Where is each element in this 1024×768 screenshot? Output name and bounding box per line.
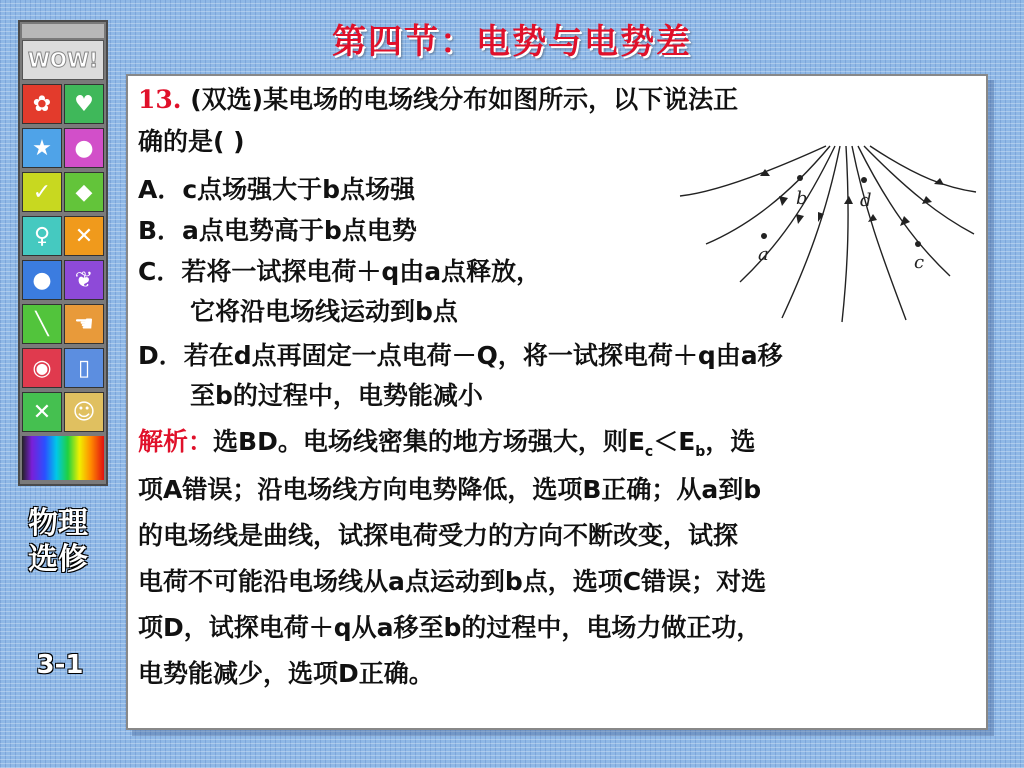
question-number: 13. (138, 85, 182, 114)
rainbow-bar (22, 436, 104, 480)
option-c-line2: 它将沿电场线运动到b点 (190, 297, 458, 326)
option-a: A．c点场强大于b点场强 (138, 175, 416, 204)
question-stem-text: (双选)某电场的电场线分布如图所示，以下说法正 (190, 85, 739, 114)
analysis-line1-a: 选BD。电场线密集的地方场强大，则E (213, 427, 645, 456)
analysis-sub-c: c (644, 444, 654, 460)
figure-icon[interactable]: ♀ (22, 216, 62, 256)
arrow-2 (779, 196, 788, 206)
arrow-3 (796, 214, 804, 224)
wow-logo: WOW! (22, 40, 104, 80)
analysis-line3: 的电场线是曲线，试探电荷受力的方向不断改变，试探 (138, 521, 739, 550)
field-lines-diagram (678, 136, 978, 326)
sidebar-panel (18, 20, 108, 486)
apple-icon[interactable]: ● (22, 260, 62, 300)
sidebar-icon-grid (22, 84, 104, 432)
analysis-line5: 项D，试探电荷＋q从a移至b的过程中，电场力做正功， (138, 613, 762, 642)
point-c-label: c (914, 252, 925, 273)
subject-sub-label: 3-1 (36, 650, 84, 680)
analysis-line2: 项A错误；沿电场线方向电势降低，选项B正确；从a到b (138, 475, 762, 504)
option-c-line1: C．若将一试探电荷＋q由a点释放， (138, 257, 542, 286)
field-line-9 (870, 146, 976, 192)
circle-icon[interactable]: ● (64, 128, 104, 168)
arrow-5 (844, 196, 853, 204)
analysis-line4: 电荷不可能沿电场线从a点运动到b点，选项C错误；对选 (138, 567, 767, 596)
question-card (126, 74, 988, 730)
option-b: B．a点电势高于b点电势 (138, 216, 417, 245)
point-a-label: a (758, 244, 769, 265)
point-a-dot (761, 233, 767, 239)
point-d-label: d (860, 190, 872, 211)
analysis-line1 (138, 426, 755, 468)
sidebar-header-bar (22, 24, 104, 38)
point-b-dot (797, 175, 803, 181)
field-line-8 (864, 146, 974, 234)
question-stem-line1 (138, 84, 738, 116)
smiley-icon[interactable]: ☺ (64, 392, 104, 432)
analysis-label: 解析： (138, 427, 214, 456)
cross-icon[interactable]: ✕ (22, 392, 62, 432)
glass-icon[interactable]: ▯ (64, 348, 104, 388)
heart-icon[interactable]: ♥ (64, 84, 104, 124)
point-c-dot (915, 241, 921, 247)
check-icon[interactable]: ✓ (22, 172, 62, 212)
field-line-6 (852, 146, 906, 320)
analysis-line1-b: ＜E (653, 427, 696, 456)
slide-title: 第四节：电势与电势差 (332, 22, 692, 62)
hand-icon[interactable]: ☚ (64, 304, 104, 344)
star-icon[interactable]: ★ (22, 128, 62, 168)
analysis-line6: 电势能减少，选项D正确。 (138, 659, 434, 688)
question-stem-line2: 确的是( ) (138, 127, 245, 156)
subject-label: 物理选修 (28, 506, 88, 577)
field-line-2 (706, 146, 830, 244)
analysis-line1-c: ，选 (705, 427, 756, 456)
butterfly-icon[interactable]: ✕ (64, 216, 104, 256)
point-b-label: b (796, 188, 808, 209)
field-line-5 (842, 146, 848, 322)
point-d-dot (861, 177, 867, 183)
tulip-icon[interactable]: ✿ (22, 84, 62, 124)
line-icon[interactable]: ╲ (22, 304, 62, 344)
leaf-icon[interactable]: ❦ (64, 260, 104, 300)
field-line-4 (782, 146, 840, 318)
lips-icon[interactable]: ◉ (22, 348, 62, 388)
analysis-sub-b: b (695, 444, 706, 460)
fish-icon[interactable]: ◆ (64, 172, 104, 212)
option-d-line1: D．若在d点再固定一点电荷－Q，将一试探电荷＋q由a移 (138, 341, 783, 370)
option-d-line2: 至b的过程中，电势能减小 (190, 381, 483, 410)
